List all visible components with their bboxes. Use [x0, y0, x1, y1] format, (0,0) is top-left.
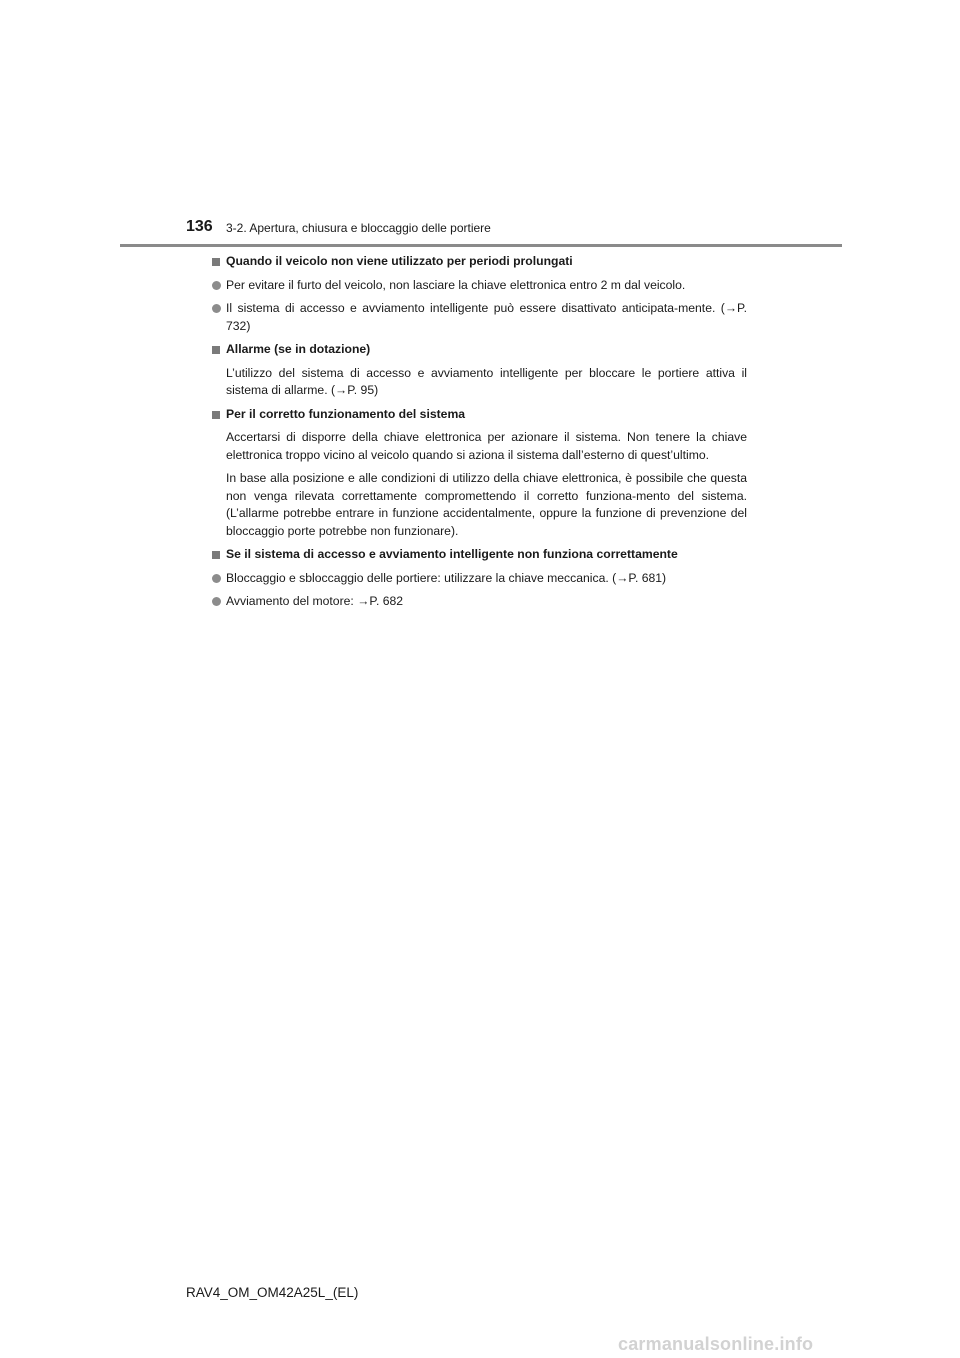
- square-bullet-icon: [212, 346, 220, 354]
- round-bullet-icon: [212, 574, 221, 583]
- section-heading-text: Allarme (se in dotazione): [226, 342, 371, 356]
- list-item-text: Bloccaggio e sbloccaggio delle portiere: utilizzare la chiave meccanica. (→P. 681): [226, 570, 667, 585]
- square-bullet-icon: [212, 258, 220, 266]
- section-heading: [212, 406, 747, 424]
- list-item-text: Per evitare il furto del veicolo, non lasciare la chiave elettronica entro 2 m dal veicolo.: [226, 277, 686, 292]
- list-item: [212, 570, 747, 588]
- round-bullet-icon: [212, 304, 221, 313]
- section-alarm: [212, 341, 747, 400]
- paragraph: L’utilizzo del sistema di accesso e avviamento intelligente per bloccare le portiere attiva il sistema di allarme. (→P. 95): [226, 365, 747, 397]
- round-bullet-icon: [212, 281, 221, 290]
- section-heading: [212, 546, 747, 564]
- paragraph: In base alla posizione e alle condizioni di utilizzo della chiave elettronica, è possibile che questa non venga rilevata correttamente compromettendo il corretto funziona-mento del sistema. (L’allarme potrebbe entrare in funzione accidentalmente, oppure la funzione di prevenzione del bloccaggio porte potrebbe non funzionare).: [226, 471, 747, 538]
- document-code: RAV4_OM_OM42A25L_(EL): [186, 1285, 359, 1300]
- section-heading-text: Quando il veicolo non viene utilizzato per periodi prolungati: [226, 254, 573, 268]
- watermark: carmanualsonline.info: [618, 1334, 814, 1354]
- section-heading-text: Per il corretto funzionamento del sistema: [226, 406, 466, 421]
- section-long-inactivity: [212, 253, 747, 335]
- page-number: 136: [186, 218, 213, 235]
- list-item-text: Avviamento del motore: →P. 682: [226, 594, 404, 608]
- section-malfunction: [212, 546, 747, 611]
- list-item-text: Il sistema di accesso e avviamento intelligente può essere disattivato anticipata-mente. (→P. 732): [226, 301, 747, 333]
- chapter-title: 3-2. Apertura, chiusura e bloccaggio delle portiere: [226, 221, 491, 235]
- square-bullet-icon: [212, 411, 220, 419]
- paragraph: Accertarsi di disporre della chiave elettronica per azionare il sistema. Non tenere la chiave elettronica troppo vicino al veicolo quando si aziona il sistema dall’esterno di quest’ultimo.: [226, 430, 747, 462]
- section-correct-operation: [212, 406, 747, 541]
- square-bullet-icon: [212, 551, 220, 559]
- round-bullet-icon: [212, 597, 221, 606]
- header-rule: [120, 244, 842, 247]
- page-content: [212, 253, 747, 617]
- section-heading: [212, 253, 747, 271]
- list-item: [212, 300, 747, 335]
- list-item: [212, 277, 747, 295]
- list-item: [212, 593, 747, 611]
- section-heading: [212, 341, 747, 359]
- section-heading-text: Se il sistema di accesso e avviamento intelligente non funziona correttamente: [226, 547, 678, 561]
